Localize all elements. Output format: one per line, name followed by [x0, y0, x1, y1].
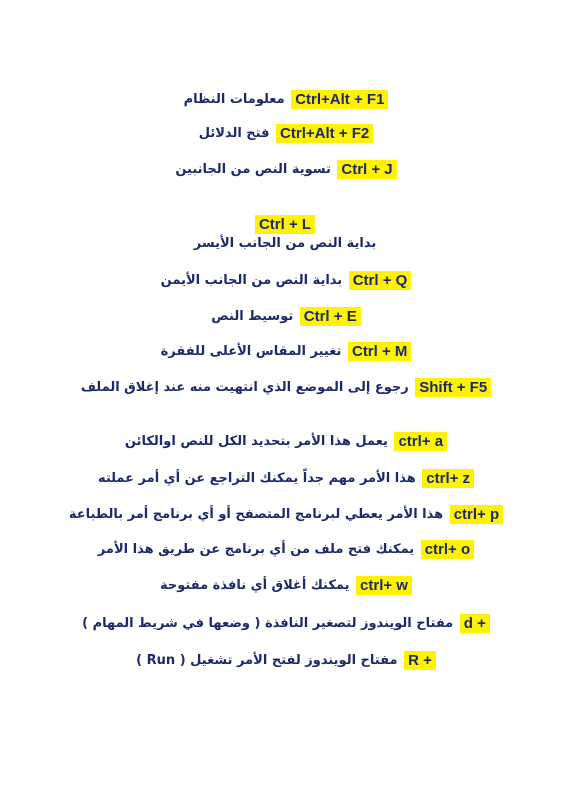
- shortcut-line: [0, 576, 570, 595]
- shortcut-line: [0, 124, 570, 143]
- shortcut-line: [0, 505, 570, 524]
- shortcut-key: ctrl+ z: [422, 469, 474, 488]
- shortcut-key: Ctrl + M: [348, 342, 411, 361]
- shortcut-description: فتح الدلائل: [198, 126, 270, 141]
- shortcut-line: [0, 614, 570, 633]
- shortcut-line: [0, 90, 570, 109]
- shortcut-line: [0, 540, 570, 559]
- shortcut-description: تغيير المقاس الأعلى للفقرة: [160, 344, 342, 359]
- shortcut-line: [0, 307, 570, 326]
- shortcut-description: مفتاح الويندوز لفتح الأمر تشغيل ( Run ): [136, 653, 398, 668]
- shortcut-description: توسيط النص: [211, 309, 294, 324]
- shortcut-key: Ctrl + Q: [349, 271, 412, 290]
- shortcut-key: Ctrl + L: [255, 215, 315, 234]
- shortcut-description: معلومات النظام: [183, 92, 285, 107]
- shortcut-line: [0, 271, 570, 290]
- shortcut-line: [0, 342, 570, 361]
- shortcut-key: ctrl+ p: [450, 505, 503, 524]
- shortcut-key: Shift + F5: [415, 378, 491, 397]
- shortcut-key: Ctrl+Alt + F2: [276, 124, 373, 143]
- shortcut-description: رجوع إلى الموضع الذي انتهيت منه عند إغلاق الملف: [80, 380, 409, 395]
- shortcut-key: R +: [404, 651, 436, 670]
- shortcut-description: مفتاح الويندوز لتصغير النافذة ( وضعها في شريط المهام ): [82, 616, 454, 631]
- shortcut-block: [0, 215, 570, 251]
- shortcut-description: هذا الأمر مهم جداً يمكنك التراجع عن أي أمر عملته: [97, 471, 416, 486]
- shortcut-key: Ctrl + E: [300, 307, 361, 326]
- shortcut-line: [0, 378, 570, 397]
- shortcut-description: هذا الأمر يعطي لبرنامج المتصفح أو أي برنامج أمر بالطباعة: [68, 507, 444, 522]
- shortcut-line: [0, 469, 570, 488]
- shortcut-key: ctrl+ a: [394, 432, 447, 451]
- shortcut-line: [0, 651, 570, 670]
- shortcut-key: ctrl+ o: [421, 540, 474, 559]
- shortcut-line: [0, 160, 570, 179]
- shortcut-key: d +: [460, 614, 490, 633]
- shortcut-description: يعمل هذا الأمر بتحديد الكل للنص اوالكائن: [124, 434, 388, 449]
- shortcut-description: يمكنك أغلاق أي نافذة مفتوحة: [160, 578, 350, 593]
- shortcut-description: بداية النص من الجانب الأيسر: [193, 236, 377, 251]
- shortcut-description: يمكنك فتح ملف من أي برنامج عن طريق هذا الأمر: [97, 542, 415, 557]
- shortcut-key: ctrl+ w: [356, 576, 412, 595]
- shortcut-line: [0, 432, 570, 451]
- shortcut-key: Ctrl + J: [337, 160, 396, 179]
- shortcut-key: Ctrl+Alt + F1: [291, 90, 388, 109]
- shortcut-description: تسوية النص من الجانبين: [175, 162, 331, 177]
- shortcut-description: بداية النص من الجانب الأيمن: [160, 273, 343, 288]
